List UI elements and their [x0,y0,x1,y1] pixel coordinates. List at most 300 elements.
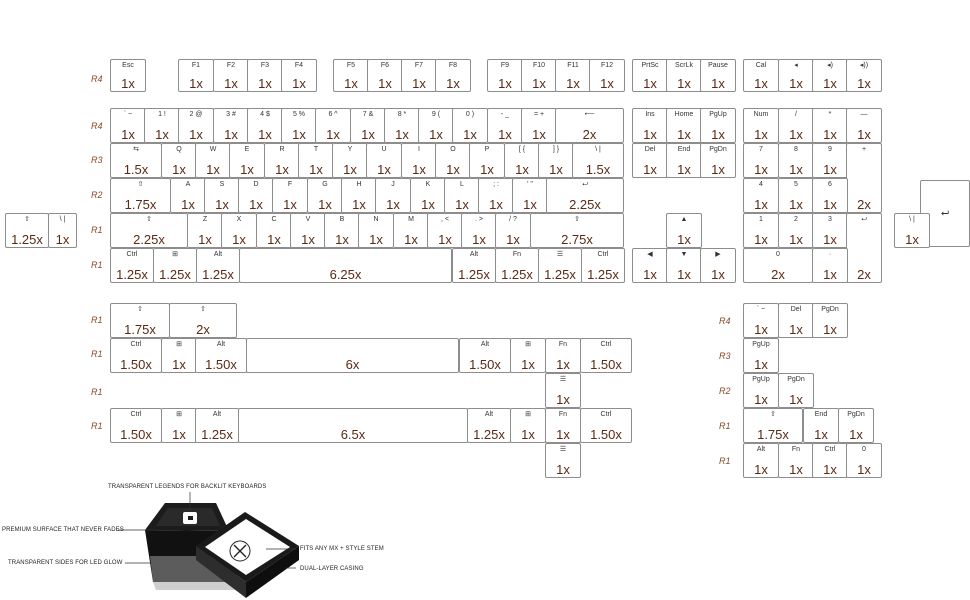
key-y5-alt [743,443,779,478]
key-kp-dot [812,248,848,283]
key-n8 [384,108,420,143]
key-size: 1x [438,232,452,247]
key-legend: - _ [500,111,510,118]
key-legend: 2 @ [189,111,203,118]
key-legend: F10 [532,62,546,69]
key-legend: 4 [759,181,763,188]
key-legend: ⇧ [137,306,143,313]
key-legend: F [287,181,293,188]
key-legend: ⇧ [574,216,580,223]
key-legend: ⮠ [941,207,949,219]
key-size: 1x [249,197,263,212]
key-size: 1x [677,232,691,247]
key-kp-add [846,143,882,213]
key-legend: 7 & [362,111,374,118]
key-size: 6.25x [329,267,362,282]
key-backspace [555,108,624,143]
key-size: 1x [857,462,871,477]
key-legend: ⇆ [133,146,139,153]
key-c [256,213,292,248]
key-legend: ⇧ [146,216,152,223]
key-x2-rwin [510,338,546,373]
key-size: 1.50x [590,357,622,372]
key-f9 [487,59,523,92]
key-size: 1x [754,357,768,372]
key-size: 1x [754,462,768,477]
key-cal [743,59,779,92]
key-size: 1x [643,127,657,142]
key-pgdn [700,143,736,178]
key-legend: P [484,146,490,153]
key-enter [546,178,624,213]
key-g [307,178,343,213]
key-size: 1x [789,392,803,407]
key-legend: · [828,251,832,258]
key-vol-up [846,59,882,92]
key-size: 1x [677,267,691,282]
key-legend: M [408,216,414,223]
key-size: 1x [823,462,837,477]
key-legend: T [313,146,319,153]
key-end [666,143,702,178]
key-size: 2x [857,267,871,282]
key-legend: F9 [500,62,510,69]
key-r [264,143,300,178]
key-legend: 4 $ [260,111,270,118]
key-f8 [435,59,471,92]
key-legend: 8 * [397,111,407,118]
key-size: 1.5x [585,162,611,177]
key-size: 1x [532,76,546,91]
key-ralt [452,248,496,283]
key-legend: N [373,216,379,223]
annotation-mx-stem: FITS ANY MX + STYLE STEM [300,546,384,552]
key-legend: \ | [595,146,601,153]
key-y5-zero [846,443,882,478]
key-size: 1x [301,232,315,247]
row-label: R3 [719,351,731,361]
key-legend: ` ~ [756,306,766,313]
annotation-premium-surface: PREMIUM SURFACE THAT NEVER FADES [2,527,124,533]
key-legend: ▼ [680,251,688,258]
key-legend: I [418,146,420,153]
key-size: 1x [521,427,535,442]
key-legend: Ctrl [600,411,612,418]
key-kp-sub [846,108,882,143]
key-legend: ⟵ [584,111,595,118]
key-legend: ☰ [556,251,564,258]
key-size: 1x [754,127,768,142]
key-x2-alt [195,338,247,373]
key-legend: Y [347,146,353,153]
key-size: 1x [283,197,297,212]
key-size: 1x [556,392,570,407]
key-legend: — [860,111,868,118]
key-rshift [530,213,624,248]
key-size: 1x [498,127,512,142]
key-up [666,213,702,248]
key-size: 1x [412,162,426,177]
key-size: 1x [224,76,238,91]
key-y5-fn [778,443,814,478]
key-size: 1x [754,322,768,337]
key-size: 1x [232,232,246,247]
key-legend: Pause [708,62,728,69]
key-legend: ] } [552,146,560,153]
key-t [298,143,334,178]
key-size: 1x [275,162,289,177]
key-left [632,248,668,283]
key-legend: ⊞ [176,341,182,348]
key-legend: Home [674,111,694,118]
key-semicolon [478,178,514,213]
key-size: 1x [489,197,503,212]
key-size: 1x [789,76,803,91]
key-size: 1x [224,127,238,142]
key-legend: PgUp [709,111,727,118]
key-x4-space [238,408,468,443]
key-size: 1x [905,232,919,247]
row-label: R1 [91,225,103,235]
key-a [170,178,206,213]
key-legend: C [271,216,277,223]
key-legend: V [305,216,311,223]
key-size: 1.75x [757,427,789,442]
key-size: 1x [857,127,871,142]
key-size: 1x [506,232,520,247]
key-legend: ▲ [680,216,688,223]
key-legend: Fn [791,446,801,453]
key-legend: L [460,181,464,188]
key-x [221,213,257,248]
key-p [469,143,505,178]
key-legend: ` ~ [123,111,133,118]
key-legend: H [356,181,362,188]
key-size: 1x [55,232,70,247]
key-size: 1x [754,392,768,407]
key-legend: ◂) [827,62,833,69]
key-legend: Fn [512,251,522,258]
key-size: 1x [480,162,494,177]
annotation-transparent-legends: TRANSPARENT LEGENDS FOR BACKLIT KEYBOARDS [108,484,267,490]
key-space [239,248,452,283]
key-legend: Alt [469,251,479,258]
key-size: 1.50x [469,357,501,372]
key-k [410,178,446,213]
key-size: 1x [814,427,828,442]
key-x4-rwin [510,408,546,443]
row-label: R1 [719,421,731,431]
key-s [204,178,240,213]
key-size: 1.25x [458,267,490,282]
key-size: 1.25x [116,267,148,282]
key-size: 1x [515,162,529,177]
row-label: R4 [91,74,103,84]
key-size: 1x [549,162,563,177]
key-size: 6x [345,357,360,372]
key-legend: ⇧ [24,216,30,223]
key-size: 1x [823,197,837,212]
key-size: 1.5x [123,162,149,177]
key-size: 1x [215,197,229,212]
key-lalt [196,248,240,283]
key-size: 1x [823,76,837,91]
key-legend: B [339,216,345,223]
key-grave [110,108,146,143]
key-n4 [247,108,283,143]
key-n0 [452,108,488,143]
key-q [161,143,197,178]
key-legend: PgDn [709,146,727,153]
key-menu [538,248,582,283]
key-pgup [700,108,736,143]
key-d [238,178,274,213]
key-size: 1x [258,127,272,142]
key-size: 2.25x [569,197,601,212]
key-caps [110,178,171,213]
key-size: 1x [155,127,169,142]
key-kp4 [743,178,779,213]
key-b [324,213,360,248]
key-size: 1x [789,322,803,337]
key-legend: ☰ [559,376,567,383]
key-legend: * [828,111,832,118]
key-legend: F4 [294,62,304,69]
key-legend: [ { [518,146,526,153]
key-legend: PgDn [787,376,805,383]
key-size: 1.50x [120,357,152,372]
key-size: 1x [172,162,186,177]
key-prtsc [632,59,668,92]
key-size: 1x [463,127,477,142]
key-legend: ⊞ [525,411,531,418]
key-legend: F1 [191,62,201,69]
key-size: 1x [121,76,135,91]
key-legend: Del [790,306,802,313]
key-legend: A [185,181,191,188]
key-legend: 3 [828,216,832,223]
key-size: 1x [412,76,426,91]
key-legend: O [450,146,456,153]
key-f10 [521,59,557,92]
key-rbracket [538,143,574,178]
key-kp8 [778,143,814,178]
key-legend: Alt [213,251,223,258]
key-legend: + [861,146,867,153]
key-legend: W [209,146,217,153]
key-size: 1.25x [587,267,619,282]
row-label: R1 [91,315,103,325]
key-legend: ScrLk [675,62,693,69]
key-size: 1.50x [120,427,152,442]
key-f5 [333,59,369,92]
key-legend: ' " [527,181,533,188]
key-size: 1.25x [201,427,233,442]
key-legend: Alt [756,446,766,453]
key-kp9 [812,143,848,178]
key-size: 1x [789,232,803,247]
row-label: R3 [91,155,103,165]
key-iso-backslash-r [894,213,930,248]
key-pause [700,59,736,92]
key-legend: F2 [226,62,236,69]
key-legend: R [279,146,285,153]
key-size: 1x [754,232,768,247]
key-kp0 [743,248,813,283]
key-legend: PgUp [752,341,770,348]
key-legend: Ctrl [824,446,836,453]
key-size: 1x [711,162,725,177]
key-size: 1x [472,232,486,247]
key-legend: F12 [600,62,614,69]
key-legend: ◂)) [859,62,869,69]
key-down [666,248,702,283]
key-right [700,248,736,283]
key-size: 1x [335,232,349,247]
key-legend: ◀ [647,251,653,258]
key-size: 1x [823,322,837,337]
key-size: 1x [789,197,803,212]
key-size: 1x [754,162,768,177]
key-size: 1x [677,162,691,177]
key-e [229,143,265,178]
key-x4-win [161,408,197,443]
key-legend: 6 [828,181,832,188]
key-size: 1x [789,127,803,142]
key-m [393,213,429,248]
key-kp7 [743,143,779,178]
key-y3-pgdn [778,373,814,408]
key-size: 1x [446,162,460,177]
key-legend: Q [176,146,182,153]
key-legend: 0 [776,251,780,258]
key-x5-menu [545,443,581,478]
key-size: 1x [292,76,306,91]
key-legend: D [253,181,259,188]
key-legend: 3 # [226,111,236,118]
key-size: 1x [523,197,537,212]
key-size: 1x [857,76,871,91]
key-ins [632,108,668,143]
key-lbracket [504,143,540,178]
key-equal [521,108,557,143]
key-legend: ⮠ [861,216,867,223]
key-size: 1.75x [124,322,156,337]
key-size: 1x [377,162,391,177]
key-legend: Cal [755,62,767,69]
key-n2 [178,108,214,143]
key-legend: Alt [480,341,490,348]
key-size: 1x [309,162,323,177]
key-legend: Alt [484,411,494,418]
key-x2-rctrl [580,338,632,373]
key-y4-pgdn [838,408,874,443]
key-comma [427,213,463,248]
key-y1-pgdn [812,303,848,338]
key-minus [487,108,523,143]
key-size: 1x [395,127,409,142]
key-lshift [110,213,188,248]
key-v [290,213,326,248]
key-kp-enter [846,213,882,283]
key-legend: Alt [216,341,226,348]
key-size: 1x [789,162,803,177]
key-legend: Ctrl [130,341,142,348]
key-size: 1x [643,162,657,177]
key-legend: 2 [794,216,798,223]
row-label: R1 [91,421,103,431]
key-legend: X [236,216,242,223]
key-size: 1x [189,127,203,142]
key-legend: 5 [794,181,798,188]
key-f4 [281,59,317,92]
key-legend: S [219,181,225,188]
key-o [435,143,471,178]
key-legend: F11 [567,62,579,69]
key-legend: PgDn [821,306,839,313]
key-del [632,143,668,178]
key-size: 1x [532,127,546,142]
key-size: 1x [823,267,837,282]
key-legend: F6 [380,62,390,69]
key-size: 1x [318,197,332,212]
key-n5 [281,108,317,143]
key-legend: U [381,146,387,153]
key-size: 1x [556,462,570,477]
key-l [444,178,480,213]
key-legend: \ | [59,216,66,223]
key-size: 1x [326,127,340,142]
key-size: 1.25x [473,427,505,442]
key-size: 1x [556,427,570,442]
key-x2-ctrl [110,338,162,373]
key-n [358,213,394,248]
key-kp-mul [812,108,848,143]
key-size: 1x [258,76,272,91]
key-iso-lshift [5,213,49,248]
key-size: 2x [857,197,871,212]
key-legend: F7 [414,62,424,69]
key-size: 1x [429,127,443,142]
key-size: 1.25x [544,267,576,282]
key-kp1 [743,213,779,248]
key-n7 [350,108,386,143]
row-label: R1 [91,349,103,359]
key-y2-pgup [743,338,779,373]
key-size: 2x [196,322,210,337]
key-legend: ▶ [715,251,721,258]
key-y4-shift [743,408,803,443]
key-size: 1x [267,232,281,247]
key-size: 1x [754,76,768,91]
key-y3-pgup [743,373,779,408]
key-slash [495,213,531,248]
key-legend: Ctrl [130,411,142,418]
key-size: 1x [521,357,535,372]
key-size: 1.25x [11,232,43,247]
key-legend: Del [644,146,656,153]
key-z [187,213,223,248]
key-h [341,178,377,213]
key-size: 1x [378,76,392,91]
key-x4-rctrl [580,408,632,443]
key-legend: ⇧ [770,411,776,418]
key-legend: Fn [558,341,568,348]
key-f12 [589,59,625,92]
row-label: R1 [91,387,103,397]
key-lwin [153,248,197,283]
key-x2-space [246,338,459,373]
